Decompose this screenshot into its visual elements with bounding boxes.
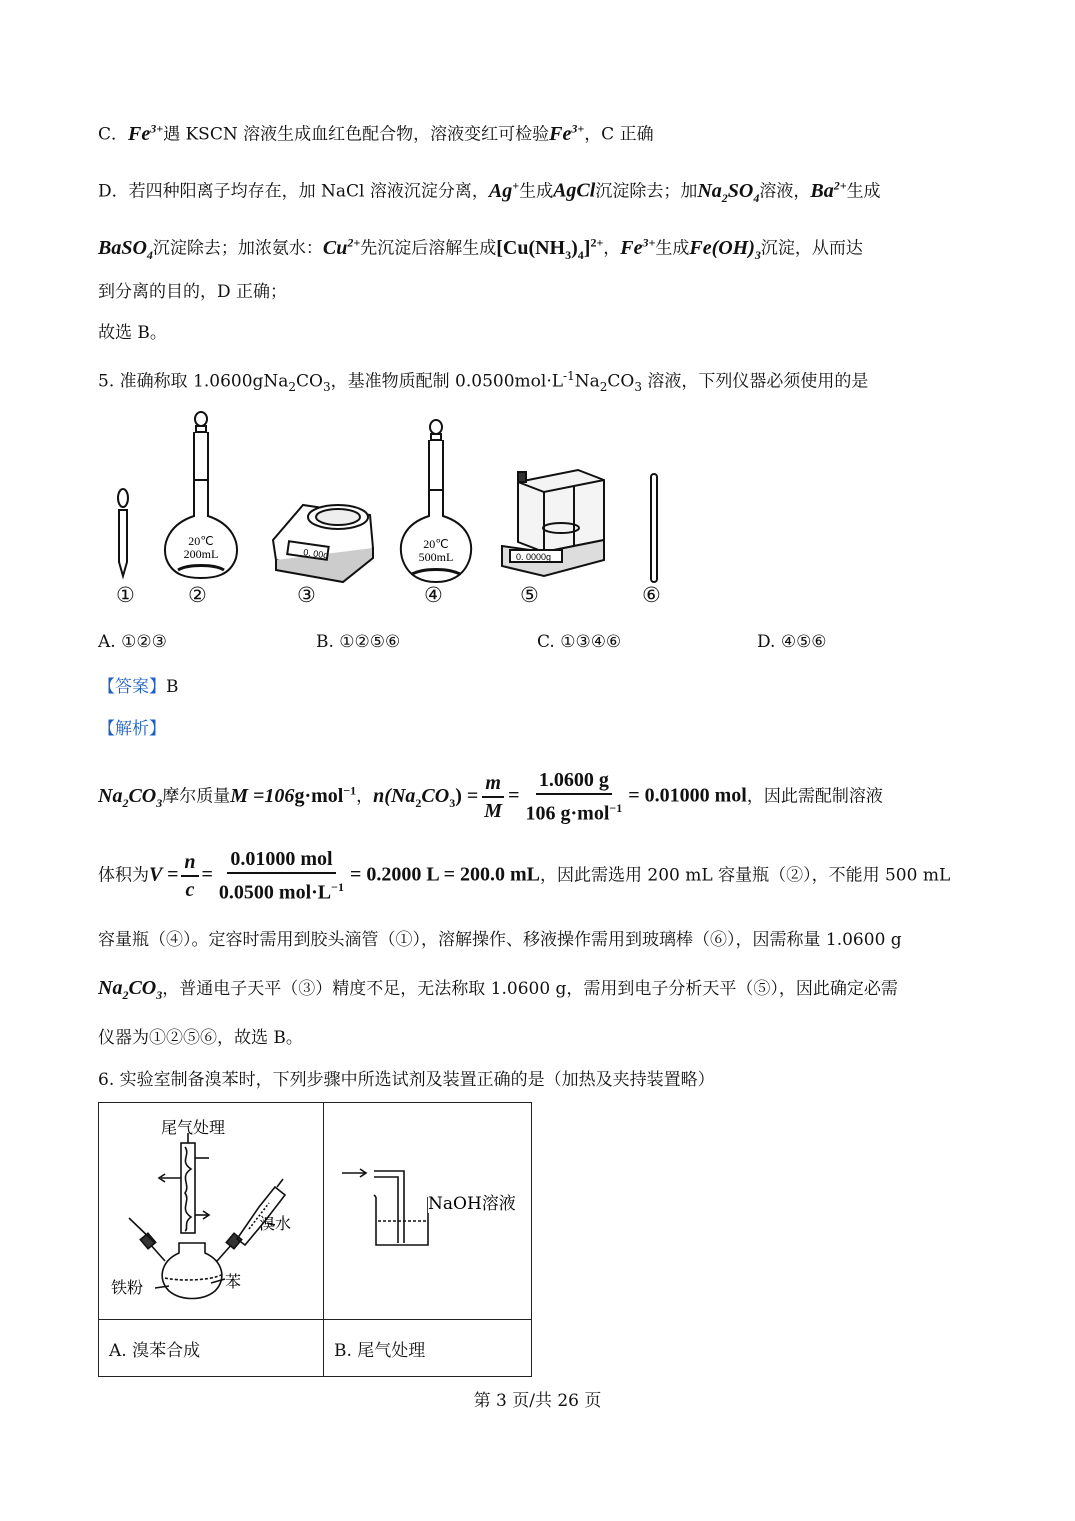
text: ， bbox=[603, 238, 621, 259]
text: 生成 bbox=[655, 238, 690, 259]
bromobenzene-synthesis-figure bbox=[99, 1103, 323, 1314]
flask-500-temp: 20℃ bbox=[423, 537, 449, 551]
fe-ion: $Fe^{3+}$ bbox=[620, 235, 656, 259]
question-6: 6. 实验室制备溴苯时，下列步骤中所选试剂及装置正确的是（加热及夹持装置略） bbox=[98, 1070, 715, 1090]
baso4-formula: BaSO$_4$ bbox=[98, 236, 153, 262]
question-6-table bbox=[98, 1102, 532, 1377]
text: 遇 KSCN 溶液生成血红色配合物，溶液变红可检验 bbox=[163, 124, 550, 145]
iron-powder-label: 铁粉 bbox=[111, 1278, 144, 1297]
text: 先沉淀后溶解生成 bbox=[360, 238, 497, 259]
caption-b: B. 尾气处理 bbox=[324, 1320, 532, 1377]
na2so4-formula: $Na_2SO_4$ bbox=[697, 179, 760, 205]
apparatus-label-4: ④ bbox=[424, 583, 443, 607]
question-5: 5. 准确称取 $1.0600gNa_2CO_3$，基准物质配制 $0.0500mol\cdot L^{-1}Na_2CO_3$ 溶液，下列仪器必须使用的是 bbox=[98, 369, 869, 395]
text: 沉淀，从而达 bbox=[760, 238, 863, 259]
fe-ion: $Fe^{3+}$ bbox=[128, 121, 164, 145]
bromine-water-label: 溴水 bbox=[259, 1214, 292, 1233]
text: ，C 正确 bbox=[584, 124, 654, 145]
cu-ion: $Cu^{2+}$ bbox=[322, 235, 361, 259]
tail-gas-absorption-figure bbox=[324, 1103, 531, 1314]
solution-line-1: $Na_2CO_3$摩尔质量M =106g·mol$^{-1}$，$n(Na_2CO_3)$ = $\frac{m}{M}$ = $\frac{1.0600 g}{106 g\cdot mol^{-1}}$ = 0.01000 mol，因此需配制溶液 bbox=[98, 769, 883, 825]
tail-gas-label: 尾气处理 bbox=[161, 1118, 226, 1137]
apparatus-label-2: ② bbox=[188, 583, 207, 607]
option-c-analysis bbox=[98, 116, 654, 147]
option-c-label: C． bbox=[98, 124, 129, 145]
electronic-balance-icon bbox=[273, 505, 373, 582]
option-d-analysis-line1 bbox=[98, 173, 881, 210]
text: 生成 bbox=[846, 181, 881, 202]
cell-figure-b bbox=[324, 1103, 532, 1320]
benzene-label: 苯 bbox=[225, 1272, 242, 1291]
agcl-formula: AgCl bbox=[553, 179, 596, 202]
option-d-analysis-line3: 到分离的目的，D 正确； bbox=[98, 282, 288, 302]
fe-ion: $Fe^{3+}$ bbox=[549, 121, 585, 145]
apparatus-figure bbox=[98, 410, 698, 586]
ba-ion: $Ba^{2+}$ bbox=[810, 178, 847, 202]
text: 生成 bbox=[519, 181, 554, 202]
apparatus-label-3: ③ bbox=[297, 583, 316, 607]
answer-line bbox=[98, 675, 179, 699]
dropper-icon bbox=[118, 489, 128, 576]
answer-tag: 【答案】 bbox=[98, 677, 166, 697]
option-c: C. ①③④⑥ bbox=[537, 632, 622, 652]
page-footer: 第 3 页/共 26 页 bbox=[473, 1391, 602, 1411]
ag-ion: Ag+ bbox=[488, 178, 520, 202]
solution-line-3: 容量瓶（④）。定容时需用到胶头滴管（①），溶解操作、移液操作需用到玻璃棒（⑥），因需称量 1.0600 g bbox=[98, 930, 902, 950]
text: D．若四种阳离子均存在，加 NaCl 溶液沉淀分离， bbox=[98, 181, 489, 202]
text: 沉淀除去；加浓氨水： bbox=[152, 238, 323, 259]
solution-line-2: 体积为V = $\frac{n}{c}$ = $\frac{\text{0.01000 mol}}{0.0500 mol\cdot L^{-1}}$ = 0.2000 L = 200.0 mL，因此需选用 200 mL 容量瓶（②），不能用 500 mL bbox=[98, 848, 951, 904]
feoh3-formula: $Fe(OH)_3$ bbox=[689, 236, 761, 262]
apparatus-label-6: ⑥ bbox=[642, 583, 661, 607]
option-b: B. ①②⑤⑥ bbox=[316, 632, 401, 652]
balance-1-display: 0. 00g bbox=[302, 547, 329, 561]
copper-ammonia-complex: $[Cu(NH_3)_4]^{2+}$ bbox=[496, 235, 604, 262]
apparatus-label-5: ⑤ bbox=[520, 583, 539, 607]
apparatus-label-1: ① bbox=[116, 583, 135, 607]
option-d-analysis-line2 bbox=[98, 230, 863, 267]
solution-line-5: 仪器为①②⑤⑥，故选 B。 bbox=[98, 1028, 303, 1048]
balance-2-display: 0. 0000g bbox=[516, 552, 552, 562]
cell-figure-a bbox=[99, 1103, 324, 1320]
analysis-tag: 【解析】 bbox=[98, 719, 166, 739]
text: 溶液， bbox=[759, 181, 811, 202]
flask-500-volume: 500mL bbox=[418, 550, 454, 564]
option-a: A. ①②③ bbox=[98, 632, 167, 652]
answer-value: B bbox=[166, 677, 179, 697]
text: 沉淀除去；加 bbox=[595, 181, 698, 202]
naoh-solution-label: NaOH溶液 bbox=[428, 1194, 516, 1214]
flask-200-temp: 20℃ bbox=[188, 534, 214, 548]
conclusion-line: 故选 B。 bbox=[98, 323, 167, 343]
caption-a: A. 溴苯合成 bbox=[99, 1320, 324, 1377]
option-d: D. ④⑤⑥ bbox=[757, 632, 827, 652]
solution-line-4: $Na_2CO_3$，普通电子天平（③）精度不足，无法称取 1.0600 g，需用到电子分析天平（⑤），因此确定必需 bbox=[98, 977, 898, 1002]
flask-200-volume: 200mL bbox=[183, 547, 219, 561]
glass-rod-icon bbox=[651, 474, 657, 582]
